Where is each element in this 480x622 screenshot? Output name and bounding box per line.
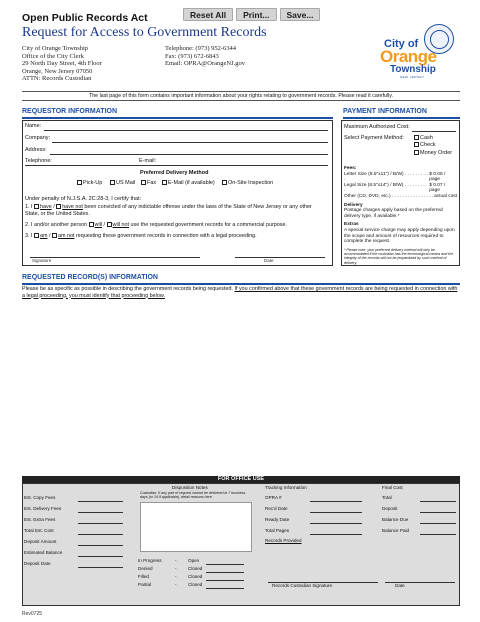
certify-item-2: 2. I and/or another person will / will not use the requested government records for a commercial purpose. — [25, 222, 287, 228]
delivery-option-pickup[interactable] — [77, 180, 102, 186]
delivery-option-onsite[interactable] — [222, 180, 273, 186]
checkbox[interactable] — [222, 180, 227, 185]
item-number: 1. I — [25, 204, 33, 210]
final-field-input[interactable] — [420, 534, 456, 535]
payment-method-label: Select Payment Method: — [344, 135, 404, 141]
certify-item-1: 1. I have / have not been convicted of any indictable offense under the laws of the State of New Jersey or any other State, or the United States. — [25, 204, 312, 217]
revision-text: Rev0725 — [22, 611, 43, 617]
payment-methods — [414, 135, 452, 157]
records-heading: REQUESTED RECORD(S) INFORMATION — [22, 274, 158, 281]
item-text: use the requested government records for a commercial purpose. — [130, 222, 287, 228]
address-field[interactable] — [50, 154, 328, 155]
status-in-progress: In Progress — [138, 558, 162, 563]
tracking-heading: Tracking Information — [265, 485, 307, 490]
records-provided-field[interactable] — [265, 545, 455, 575]
notice-banner: The last page of this form contains important information about your rights relating to government records. Please read it carefully. — [22, 91, 460, 101]
address-line: Office of the City Clerk — [22, 52, 84, 60]
logo-orange-text: Orange — [380, 47, 437, 66]
custodian-date-label: Date — [395, 583, 405, 588]
delivery-option-email[interactable] — [162, 180, 215, 186]
have-option: have — [40, 204, 52, 210]
disposition-notes-field[interactable] — [140, 502, 252, 552]
max-cost-field[interactable] — [412, 131, 456, 132]
logo-city-text: City of — [384, 38, 419, 50]
status-input[interactable] — [206, 588, 244, 589]
records-instructions — [22, 286, 460, 299]
fees-block — [344, 166, 457, 265]
payment-option-cash[interactable] — [414, 135, 452, 142]
delivery-option-fax[interactable] — [141, 180, 156, 186]
office-field-input[interactable] — [78, 556, 123, 557]
delivery-option-label: Pick-Up — [83, 180, 103, 186]
office-field-input[interactable] — [78, 523, 123, 524]
act-title: Open Public Records Act — [22, 12, 148, 24]
payment-option-label: Cash — [420, 135, 433, 141]
have-not-option: have not — [62, 204, 83, 210]
telephone-text: Telephone: (973) 952-6344 — [165, 45, 237, 52]
address-line: Orange, New Jersey 07050 — [22, 67, 93, 75]
checkbox[interactable] — [162, 180, 167, 185]
payment-footnote: * Please note, your preferred delivery method will only be accommodated if the custodian has the technological means and the integrity of the records will not be jeopardized by such method of delivery. — [344, 247, 454, 265]
final-field-label: Deposit — [382, 506, 398, 511]
records-divider — [22, 283, 460, 285]
form-title: Request for Access to Government Records — [22, 25, 267, 40]
requestor-heading: REQUESTOR INFORMATION — [22, 108, 118, 115]
payment-divider — [343, 117, 460, 119]
office-field-label: Est. Copy Fees — [24, 495, 56, 500]
logo-township-text: Township — [390, 64, 436, 75]
checkbox-will[interactable] — [89, 222, 94, 227]
toolbar — [183, 8, 320, 21]
tracking-field-label: Ready Date — [265, 517, 290, 522]
email-label: E-mail: — [139, 158, 157, 164]
signature-field[interactable] — [30, 257, 200, 258]
signature-label: Signature — [32, 258, 52, 263]
fee-row — [344, 172, 457, 183]
max-cost-label: Maximum Authorized Cost: — [344, 124, 410, 130]
fee-row — [344, 183, 457, 194]
fees-heading: Fees: — [344, 166, 357, 171]
item-text: requesting these government records in connection with a legal proceeding. — [75, 233, 257, 239]
office-field-input[interactable] — [78, 512, 123, 513]
final-field-label: Total — [382, 495, 392, 500]
status-filled: Filled — [138, 574, 149, 579]
status-dash: - — [175, 558, 177, 563]
tracking-field-label: Total Pages — [265, 528, 290, 533]
tracking-field-input[interactable] — [310, 534, 362, 535]
item-text: been convicted of any indictable offense under the laws of the State of New Jersey or any other State, or the United States. — [25, 204, 312, 217]
save-button[interactable]: Save... — [280, 8, 321, 21]
payment-option-label: Money Order — [420, 149, 453, 156]
status-denied: Denied — [138, 566, 153, 571]
delivery-option-mail[interactable] — [110, 180, 135, 186]
office-field-input[interactable] — [78, 501, 123, 502]
address-line: 29 North Day Street, 4th Floor — [22, 60, 102, 67]
fee-label: Legal Size (8.5"x14") / B/W) . . . . . . . . . . — [344, 182, 428, 194]
payment-option-check[interactable] — [414, 142, 452, 149]
office-field-label: Est. Extra Fees — [24, 517, 56, 522]
checkbox[interactable] — [414, 135, 419, 140]
status-input[interactable] — [206, 580, 244, 581]
extras-text: A special service charge may apply depending upon the scope and amount of resources required to complete the request. — [344, 227, 455, 245]
final-field-label: Balance Paid — [382, 528, 410, 533]
status-partial: Partial — [138, 582, 152, 587]
status-dash: - — [175, 566, 177, 571]
office-field-label: Estimated Balance — [24, 550, 63, 555]
fee-amount: actual cost — [434, 193, 457, 199]
delivery-fee-text: Postage charges apply based on the preferred delivery type, if available.* — [344, 208, 443, 219]
email-text: Email: OPRA@OrangeNJ.gov — [165, 60, 246, 67]
name-field[interactable] — [44, 130, 328, 131]
office-field-input[interactable] — [78, 534, 123, 535]
checkbox[interactable] — [414, 142, 419, 147]
office-field-label: Deposit Date — [24, 561, 51, 566]
office-field-input[interactable] — [78, 567, 123, 568]
will-not-option: will not — [112, 222, 130, 228]
telephone-label: Telephone: — [25, 158, 52, 164]
tracking-field-input[interactable] — [310, 523, 362, 524]
final-field-input[interactable] — [420, 523, 456, 524]
office-use-heading: FOR OFFICE USE — [22, 476, 460, 483]
checkbox[interactable] — [414, 150, 419, 155]
logo-sub-text: NEW JERSEY — [400, 75, 425, 79]
tracking-field-input[interactable] — [310, 501, 362, 502]
final-cost-heading: Final Cost — [382, 485, 403, 490]
custodian-note: Custodian: If any part of request cannot be delivered in 7 business days (or 14 if applicable), detail reasons here. — [140, 491, 246, 500]
telephone-field[interactable] — [54, 165, 136, 166]
company-label: Company: — [25, 135, 51, 141]
address-label: Address: — [25, 147, 47, 153]
checkbox-have[interactable] — [34, 204, 39, 209]
final-field-input[interactable] — [420, 512, 456, 513]
status-input[interactable] — [206, 572, 244, 573]
item-number: 2. I and/or another person — [25, 222, 88, 228]
status-input[interactable] — [206, 564, 244, 565]
checkbox[interactable] — [110, 180, 115, 185]
name-label: Name: — [25, 123, 42, 129]
checkbox-am-not[interactable] — [52, 233, 57, 238]
payment-option-money-order[interactable] — [414, 150, 452, 157]
office-field-input[interactable] — [78, 545, 123, 546]
tracking-field-label: OPRA # — [265, 495, 282, 500]
extras-heading: Extras — [344, 222, 359, 228]
records-description-field[interactable] — [22, 302, 460, 472]
address-line: ATTN: Records Custodian — [22, 75, 92, 82]
item-number: 3. I — [25, 233, 33, 239]
checkbox-have-not[interactable] — [56, 204, 61, 209]
will-option: will — [94, 222, 103, 228]
checkbox[interactable] — [141, 180, 146, 185]
records-instructions-a: Please be as specific as possible in describing the government records being requested. — [22, 286, 233, 292]
fax-text: Fax: (973) 672-6843 — [165, 52, 219, 60]
delivery-option-label: Fax — [147, 180, 157, 186]
checkbox[interactable] — [77, 180, 82, 185]
fee-amount: $ 0.07 / page — [429, 182, 446, 194]
am-option: am — [40, 233, 48, 239]
office-field-label: Deposit Amount — [24, 539, 57, 544]
custodian-address — [22, 45, 102, 83]
delivery-option-label: US Mail — [116, 180, 136, 186]
certify-text: Under penalty of N.J.S.A. 2C:28-3, I certify that: — [25, 196, 142, 202]
fee-label: Other (CD, DVD, etc.) . . . . . . . . . . . . . . . . — [344, 193, 434, 199]
tracking-field-input[interactable] — [310, 512, 362, 513]
status-dash: - — [175, 574, 177, 579]
fee-label: Letter Size (8.5"x11") / B/W) . . . . . . . . . . — [344, 171, 428, 183]
final-field-input[interactable] — [420, 501, 456, 502]
payment-option-label: Check — [420, 142, 436, 149]
company-field[interactable] — [52, 142, 328, 143]
final-field-label: Balance Due — [382, 517, 409, 522]
custodian-contact — [165, 45, 245, 68]
checkbox-am[interactable] — [34, 233, 39, 238]
status-closed: Closed — [188, 566, 203, 571]
checkbox-will-not[interactable] — [107, 222, 112, 227]
date-field[interactable] — [235, 257, 325, 258]
status-open: Open — [188, 558, 200, 563]
print-button[interactable]: Print... — [236, 8, 276, 21]
certify-item-3: 3. I am / am not requesting these government records in connection with a legal proceeding. — [25, 233, 257, 239]
delivery-method-heading: Preferred Delivery Method — [140, 170, 209, 176]
address-line: City of Orange Township — [22, 45, 89, 52]
email-field[interactable] — [156, 165, 328, 166]
am-not-option: am not — [58, 233, 75, 239]
office-field-label: Total Est. Cost — [24, 528, 54, 533]
delivery-option-label: E-Mail (if available) — [168, 180, 215, 186]
delivery-option-label: On-Site Inspection — [228, 180, 274, 186]
records-instructions-b: If you confirmed above that these government records are being requested in connection with a legal proceeding, you must identify that proceeding below. — [22, 286, 458, 299]
payment-heading: PAYMENT INFORMATION — [343, 108, 427, 115]
requestor-divider — [22, 117, 333, 119]
status-dash: - — [175, 582, 177, 587]
tracking-field-label: Records Provided — [265, 538, 302, 543]
fee-row — [344, 194, 457, 200]
status-closed: Closed — [188, 574, 203, 579]
date-label: Date — [264, 258, 274, 263]
status-closed: Closed — [188, 582, 203, 587]
office-field-label: Est. Delivery Fees — [24, 506, 62, 511]
tracking-field-label: Rec'd Date — [265, 506, 288, 511]
reset-all-button[interactable]: Reset All — [183, 8, 233, 21]
delivery-fee-heading: Delivery — [344, 202, 363, 208]
custodian-signature-label: Records Custodian Signature — [272, 583, 333, 588]
fee-amount: $ 0.05 / page — [429, 171, 446, 183]
disposition-heading: Disposition Notes — [172, 485, 208, 490]
